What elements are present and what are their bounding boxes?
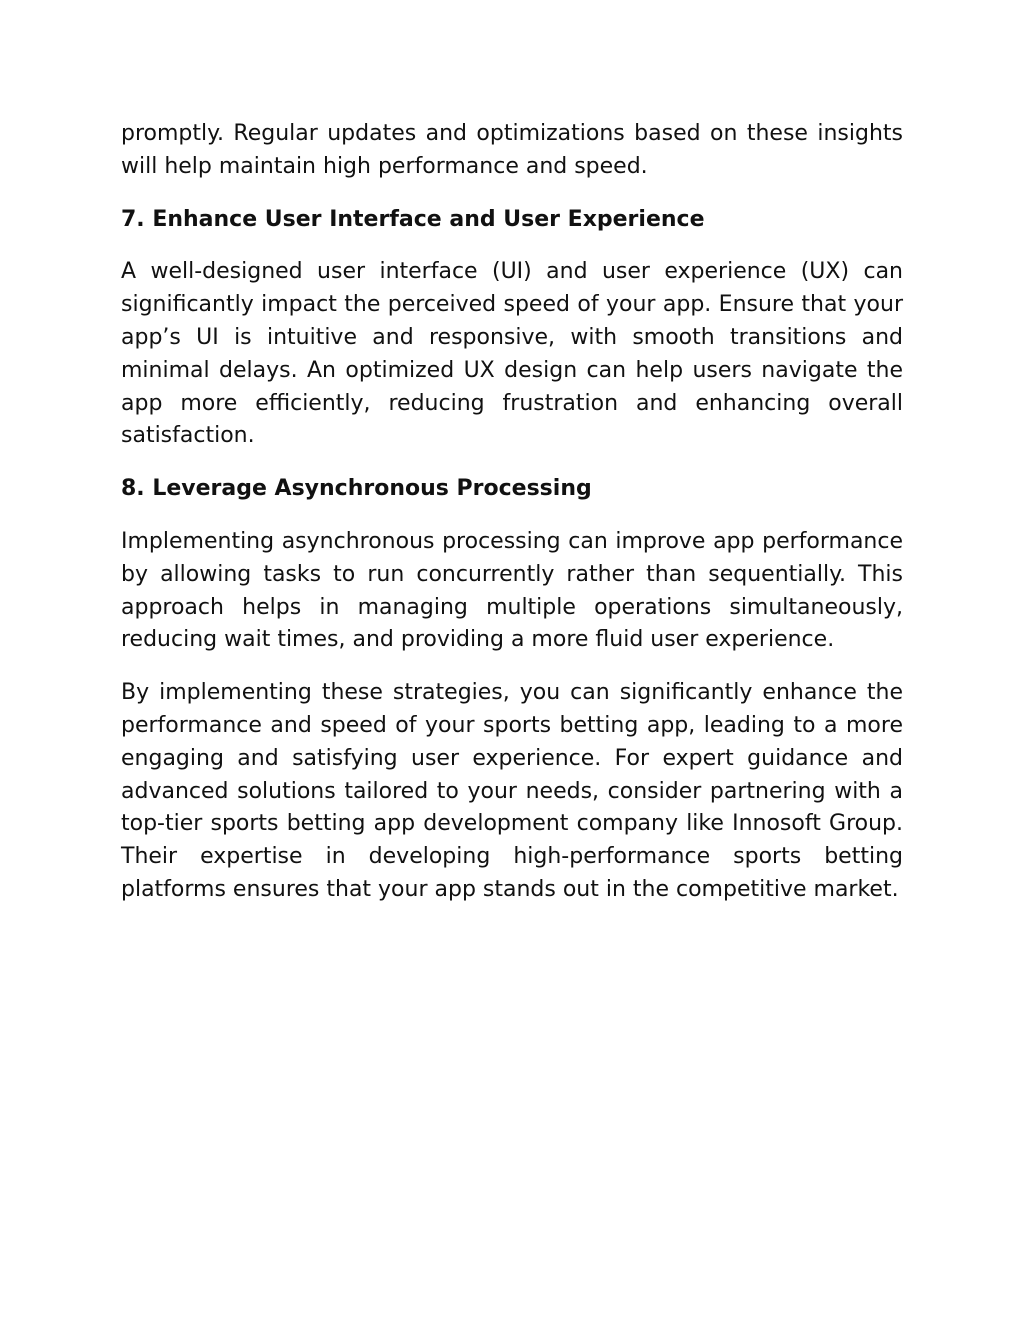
document-page <box>121 118 903 927</box>
ui-ux-paragraph: A well-designed user interface (UI) and user experience (UX) can significantly impact the perceived speed of your app. Ensure that your app’s UI is intuitive and responsive, with smooth transitions and minimal delays. An optimized UX design can help users navigate the app more efficiently, reducing frustration and enhancing overall satisfaction. <box>121 259 903 449</box>
section-heading-ui-ux: 7. Enhance User Interface and User Experience <box>121 206 705 232</box>
intro-paragraph: promptly. Regular updates and optimizations based on these insights will help maintain high performance and speed. <box>121 121 903 179</box>
section-heading-async: 8. Leverage Asynchronous Processing <box>121 476 592 502</box>
async-paragraph: Implementing asynchronous processing can improve app performance by allowing tasks to run concurrently rather than sequentially. This approach helps in managing multiple operations simultaneously, reducing wait times, and providing a more fluid user experience. <box>121 528 903 653</box>
conclusion-paragraph: By implementing these strategies, you can significantly enhance the performance and speed of your sports betting app, leading to a more engaging and satisfying user experience. For expert guidance and advanced solutions tailored to your needs, consider partnering with a top-tier sports betting app development company like Innosoft Group. Their expertise in developing high-performance sports betting platforms ensures that your app stands out in the competitive market. <box>121 680 903 902</box>
